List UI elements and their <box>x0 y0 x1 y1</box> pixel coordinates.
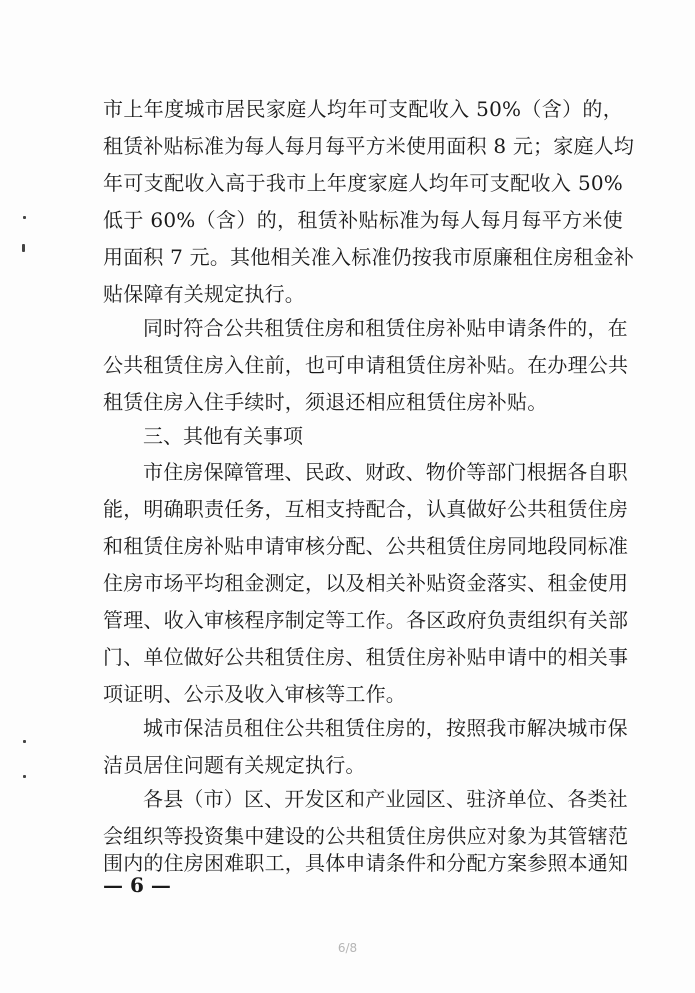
body-text-line: 住房市场平均租金测定，以及相关补贴资金落实、租金使用 <box>103 571 629 595</box>
body-text-line: 会组织等投资集中建设的公共租赁住房供应对象为其管辖范 <box>103 824 629 848</box>
body-text-line: 低于 60%（含）的，租赁补贴标准为每人每月每平方米使 <box>103 208 623 232</box>
body-text-line: 能，明确职责任务，互相支持配合，认真做好公共租赁住房 <box>103 497 629 521</box>
scan-artifact <box>22 244 25 252</box>
body-text-line: 市上年度城市居民家庭人均年可支配收入 50%（含）的， <box>103 97 623 121</box>
body-text-line: 项证明、公示及收入审核等工作。 <box>103 682 406 706</box>
body-text-line: 租赁补贴标准为每人每月每平方米使用面积 8 元；家庭人均 <box>103 134 635 158</box>
body-text-line: 洁员居住问题有关规定执行。 <box>103 753 366 777</box>
body-text-line: 围内的住房困难职工，具体申请条件和分配方案参照本通知 <box>103 851 629 875</box>
body-text-line: 年可支配收入高于我市上年度家庭人均年可支配收入 50% <box>103 171 623 195</box>
body-text-line: 和租赁住房补贴申请审核分配、公共租赁住房同地段同标准 <box>103 534 629 558</box>
body-text-line: 同时符合公共租赁住房和租赁住房补贴申请条件的，在 <box>143 316 628 340</box>
body-text-line: 城市保洁员租住公共租赁住房的，按照我市解决城市保 <box>143 716 628 740</box>
body-text-line: 管理、收入审核程序制定等工作。各区政府负责组织有关部 <box>103 608 629 632</box>
body-text-line: 门、单位做好公共租赁住房、租赁住房补贴申请中的相关事 <box>103 645 629 669</box>
body-text-line: 租赁住房入住手续时，须退还相应租赁住房补贴。 <box>103 390 548 414</box>
section-heading: 三、其他有关事项 <box>143 424 303 448</box>
body-text-line: 市住房保障管理、民政、财政、物价等部门根据各自职 <box>143 460 628 484</box>
scan-artifact <box>23 775 26 778</box>
scan-artifact <box>23 740 26 743</box>
page-number: — 6 — <box>103 873 171 897</box>
scan-artifact <box>23 216 26 219</box>
body-text-line: 公共租赁住房入住前，也可申请租赁住房补贴。在办理公共 <box>103 353 629 377</box>
viewer-page-indicator: 6/8 <box>337 941 358 955</box>
body-text-line: 用面积 7 元。其他相关准入标准仍按我市原廉租住房租金补 <box>103 245 635 269</box>
body-text-line: 各县（市）区、开发区和产业园区、驻济单位、各类社 <box>143 787 628 811</box>
body-text-line: 贴保障有关规定执行。 <box>103 282 305 306</box>
